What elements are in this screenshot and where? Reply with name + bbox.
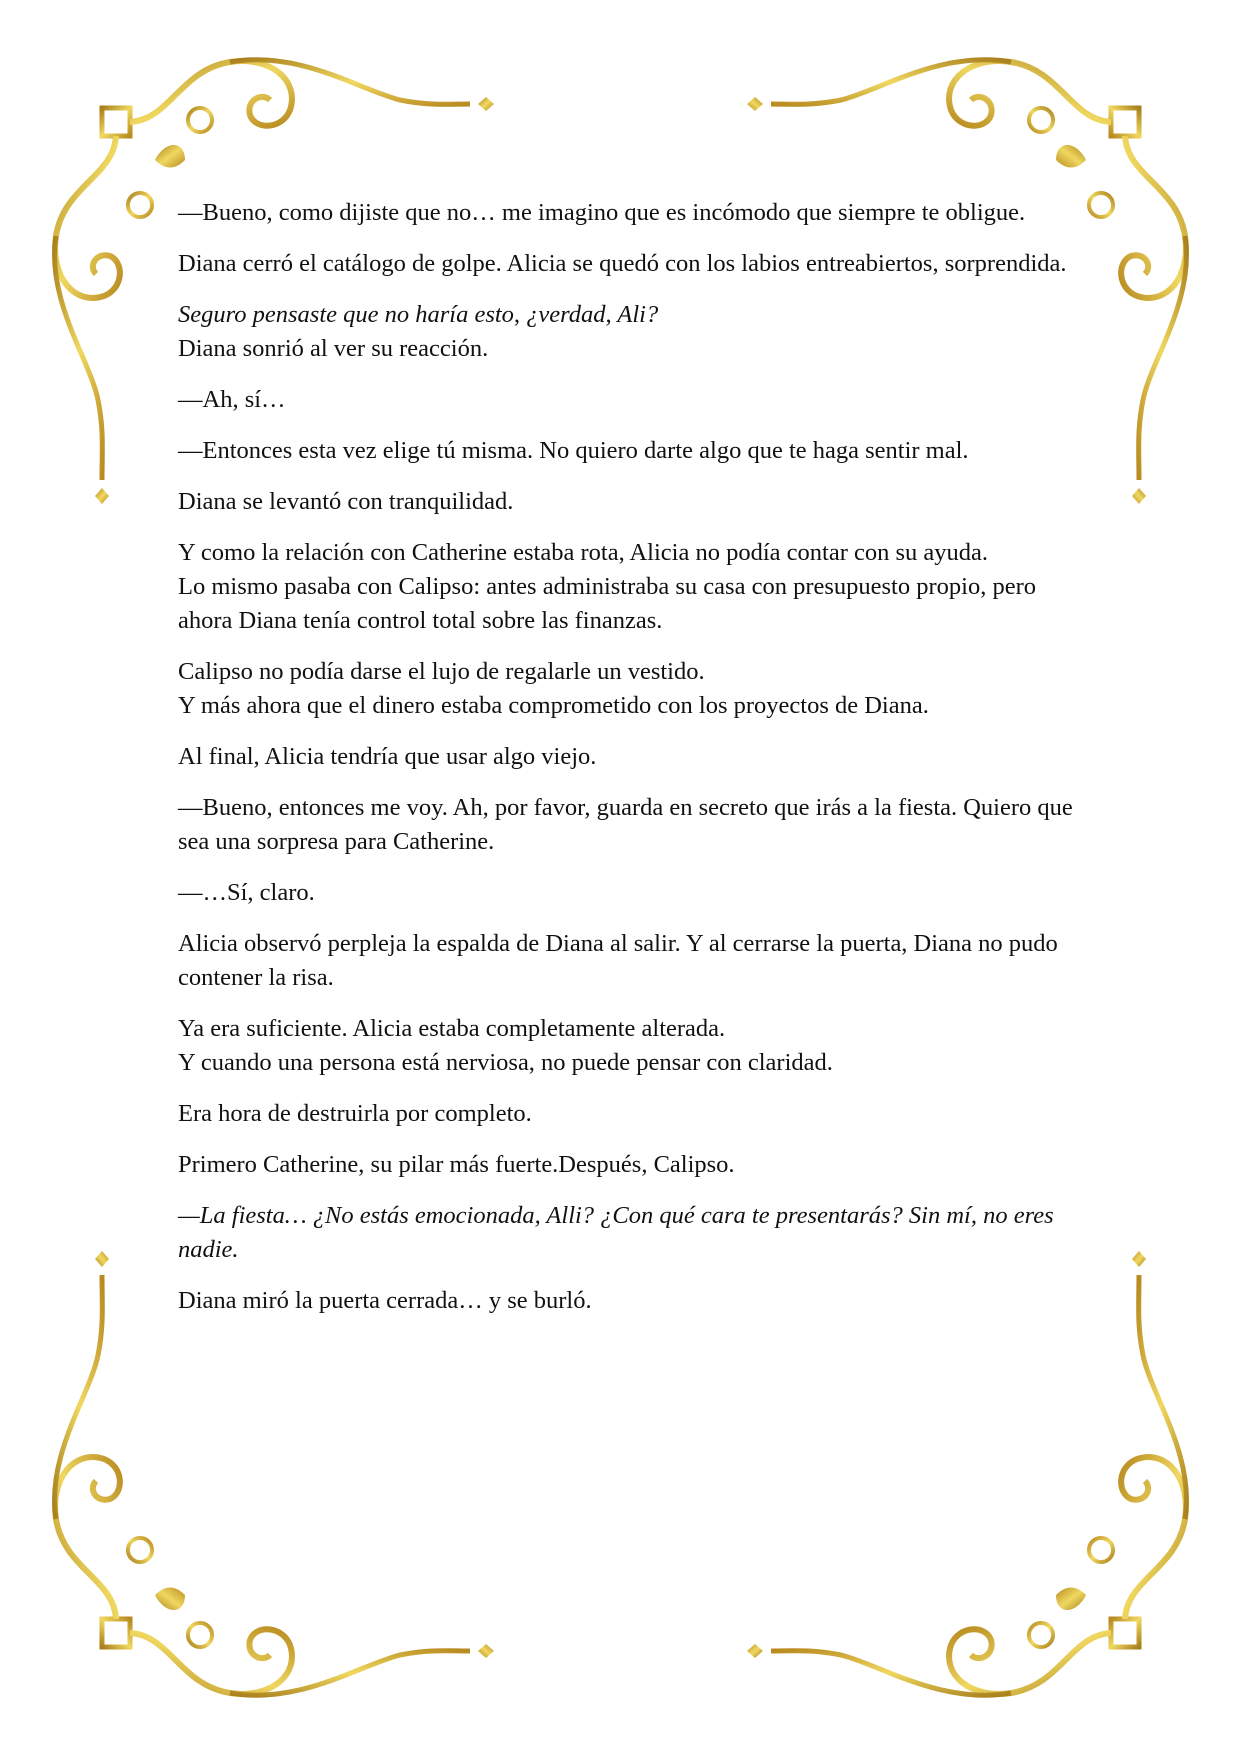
paragraph	[178, 434, 1078, 468]
paragraph	[178, 1148, 1078, 1182]
paragraph	[178, 1012, 1078, 1080]
paragraph	[178, 876, 1078, 910]
text-line: —Bueno, entonces me voy. Ah, por favor, guarda en secreto que irás a la fiesta. Quiero que sea una sorpresa para Catherine.	[178, 794, 1073, 855]
paragraph	[178, 536, 1078, 638]
text-line: Diana cerró el catálogo de golpe. Alicia se quedó con los labios entreabiertos, sorprendida.	[178, 250, 1067, 277]
text-line: —La fiesta… ¿No estás emocionada, Alli? ¿Con qué cara te presentarás? Sin mí, no eres nadie.	[178, 1202, 1054, 1263]
text-line: Calipso no podía darse el lujo de regalarle un vestido.	[178, 658, 705, 685]
document-body	[178, 196, 1078, 1335]
text-line: Primero Catherine, su pilar más fuerte.Después, Calipso.	[178, 1151, 735, 1178]
text-line: Diana miró la puerta cerrada… y se burló.	[178, 1287, 592, 1314]
paragraph	[178, 1284, 1078, 1318]
paragraph	[178, 655, 1078, 723]
paragraph	[178, 1097, 1078, 1131]
text-line: Alicia observó perpleja la espalda de Diana al salir. Y al cerrarse la puerta, Diana no pudo contener la risa.	[178, 930, 1058, 991]
text-line: Y como la relación con Catherine estaba rota, Alicia no podía contar con su ayuda.	[178, 539, 989, 566]
paragraph	[178, 485, 1078, 519]
text-line: —…Sí, claro.	[178, 879, 315, 906]
text-line: Y más ahora que el dinero estaba comprometido con los proyectos de Diana.	[178, 692, 929, 719]
paragraph	[178, 791, 1078, 859]
text-line: Seguro pensaste que no haría esto, ¿verdad, Ali?	[178, 301, 659, 328]
text-line: Diana se levantó con tranquilidad.	[178, 488, 514, 515]
text-line: Era hora de destruirla por completo.	[178, 1100, 532, 1127]
text-line: Lo mismo pasaba con Calipso: antes administraba su casa con presupuesto propio, pero ahora Diana tenía control total sobre las finanzas.	[178, 573, 1036, 634]
paragraph	[178, 383, 1078, 417]
text-line: —Bueno, como dijiste que no… me imagino que es incómodo que siempre te obligue.	[178, 199, 1026, 226]
text-line: —Ah, sí…	[178, 386, 286, 413]
text-line: Y cuando una persona está nerviosa, no puede pensar con claridad.	[178, 1049, 833, 1076]
text-line: Ya era suficiente. Alicia estaba completamente alterada.	[178, 1015, 726, 1042]
paragraph	[178, 247, 1078, 281]
text-line: —Entonces esta vez elige tú misma. No quiero darte algo que te haga sentir mal.	[178, 437, 969, 464]
paragraph	[178, 740, 1078, 774]
text-line: Diana sonrió al ver su reacción.	[178, 335, 489, 362]
paragraph	[178, 196, 1078, 230]
paragraph	[178, 1199, 1078, 1267]
text-line: Al final, Alicia tendría que usar algo viejo.	[178, 743, 597, 770]
paragraph	[178, 298, 1078, 366]
paragraph	[178, 927, 1078, 995]
